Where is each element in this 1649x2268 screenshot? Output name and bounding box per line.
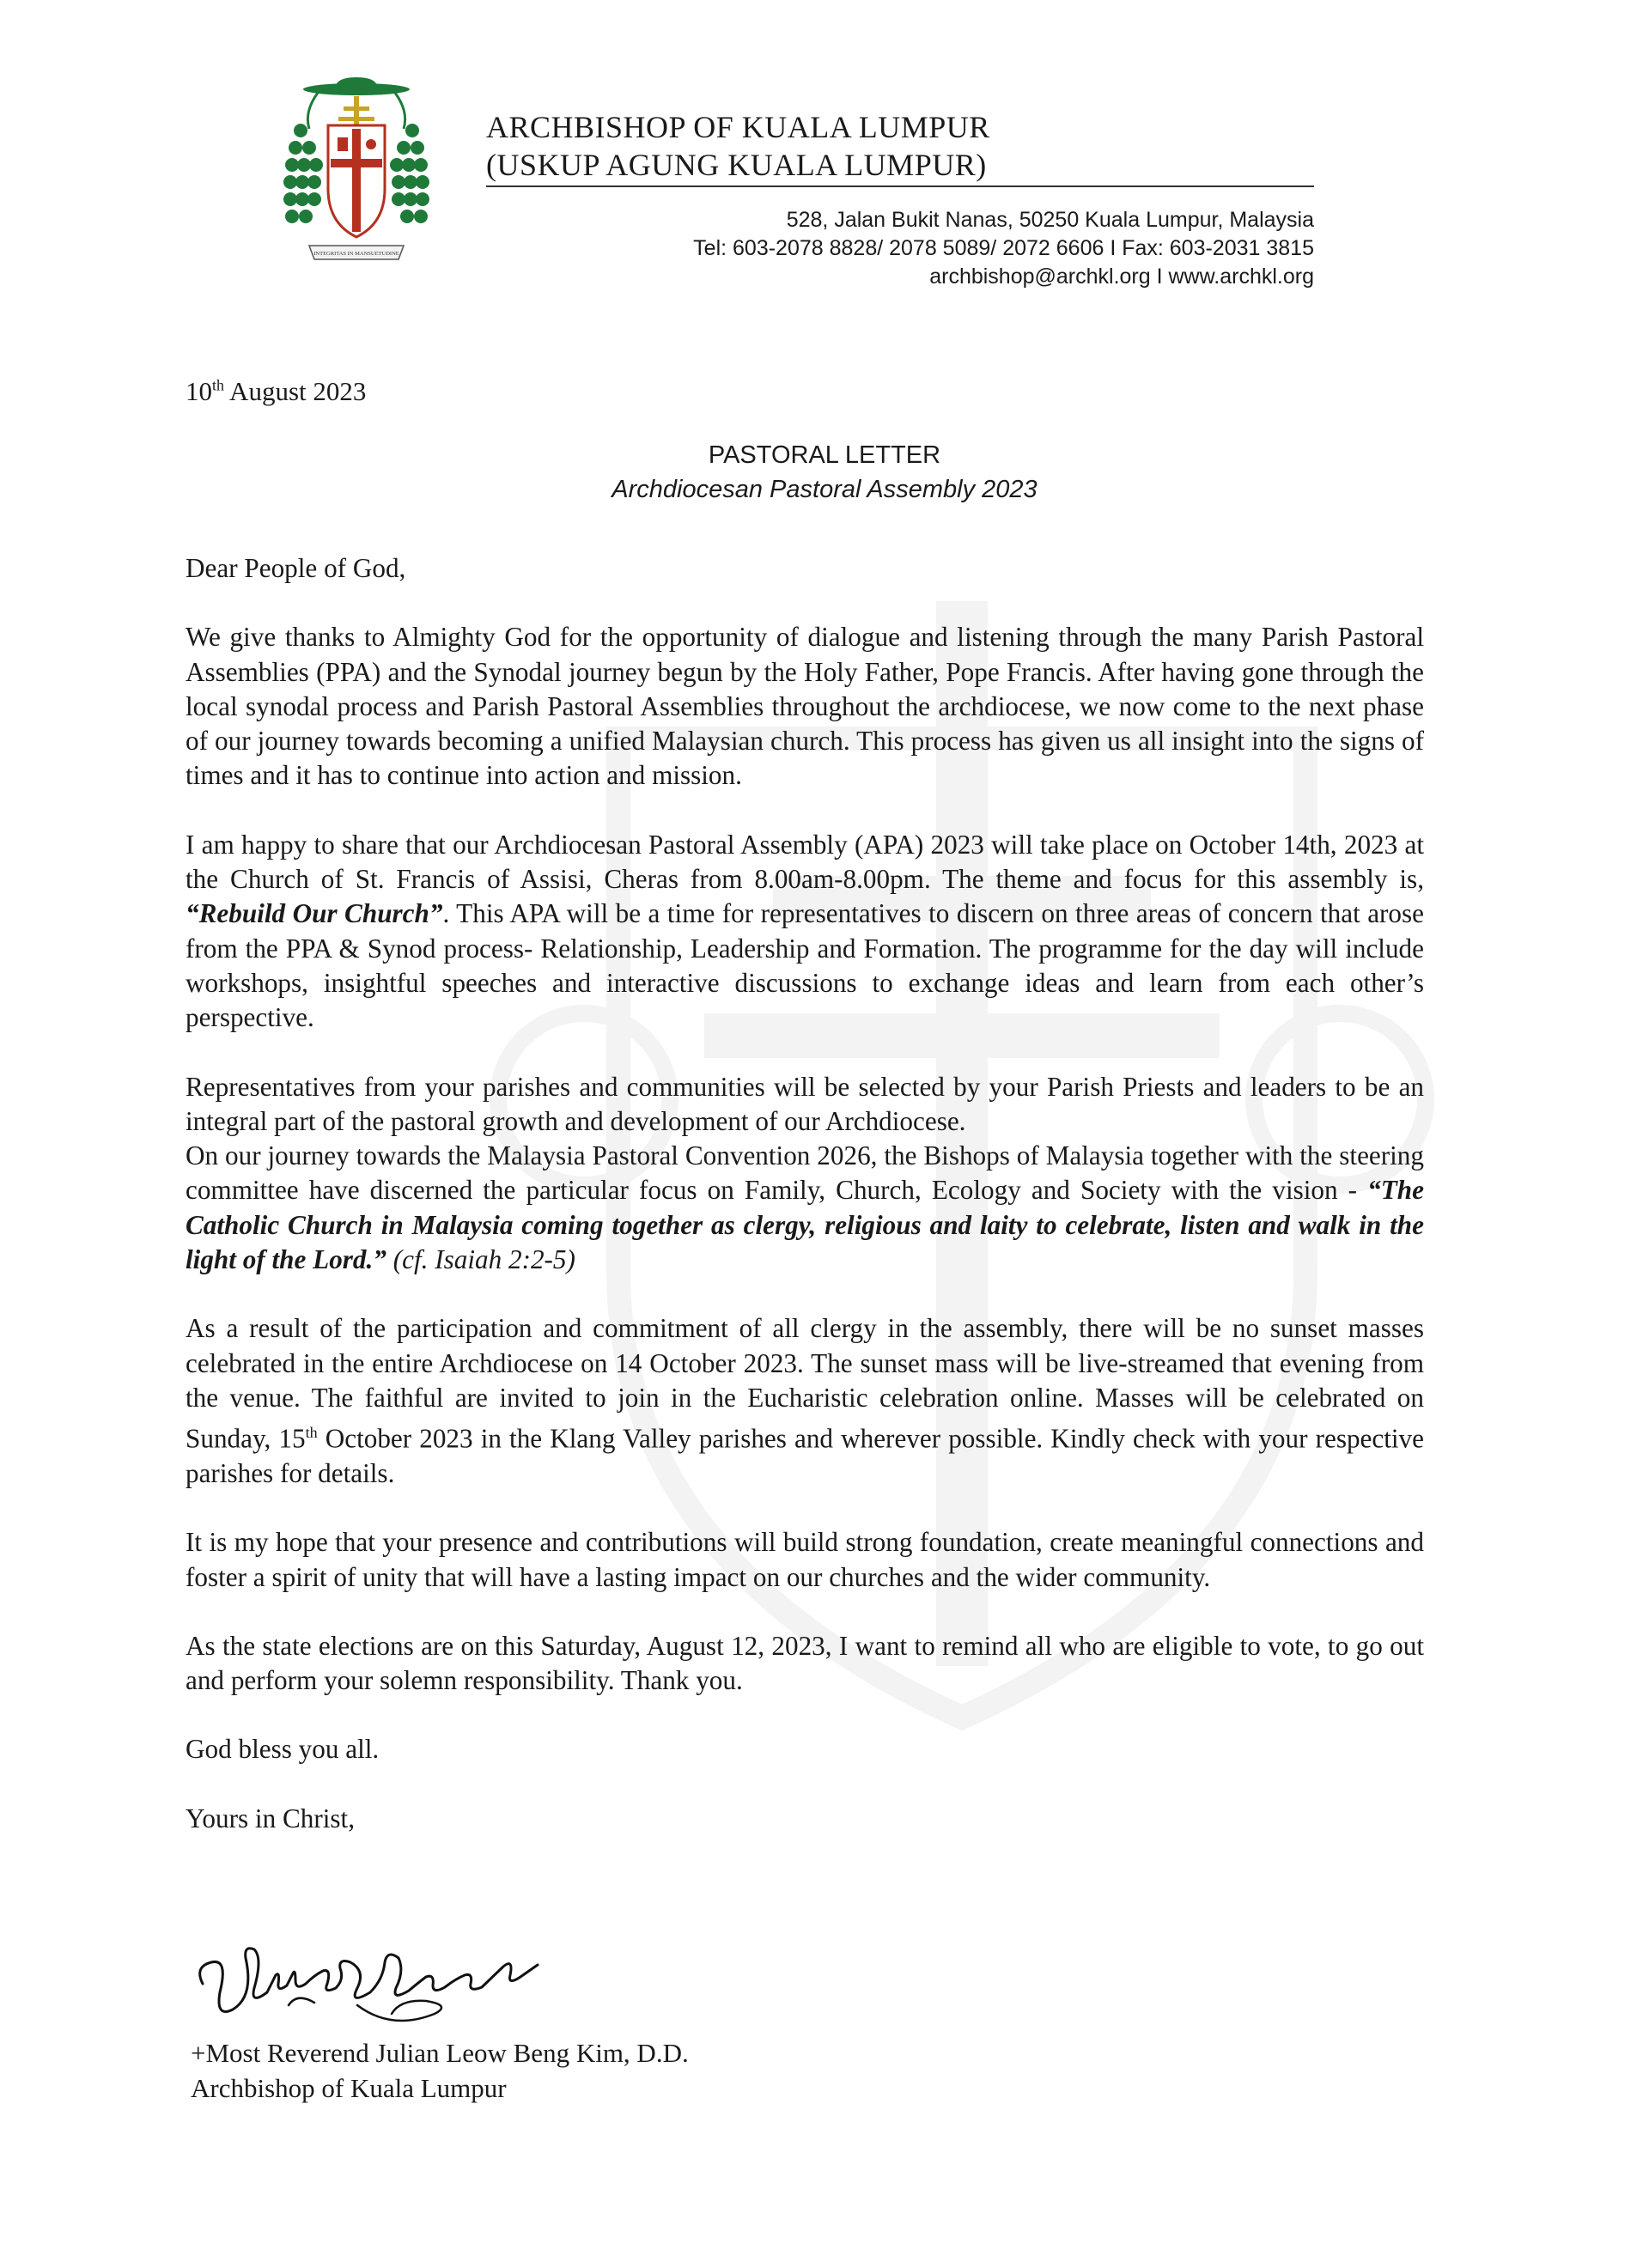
p4-text-a: On our journey towards the Malaysia Pastoral Convention 2026, the Bishops of Malaysia together with the steering committee have discerned the particular focus on Family, Church, Ecology and Society with the vision - xyxy=(186,1140,1424,1206)
letterhead-address: 528, Jalan Bukit Nanas, 50250 Kuala Lumpur, Malaysia xyxy=(786,208,1314,232)
p2-text-b: . This APA will be a time for representatives to discern on three areas of concern that arose from the PPA & Synod process- Relationship, Leadership and Formation. The programme for the day will include workshops, insightful speeches and interactive discussions to exchange ideas and learn from each other’s perspective. xyxy=(186,898,1425,1033)
salutation: Dear People of God, xyxy=(186,553,406,583)
signer-block xyxy=(191,2035,689,2106)
date-suffix: th xyxy=(212,376,225,394)
letterhead-contact-block xyxy=(693,206,1314,291)
paragraph-thanks: We give thanks to Almighty God for the opportunity of dialogue and listening through the many Parish Pastoral Assemblies (PPA) and the Synodal journey begun by the Holy Father, Pope Francis. After having gone through the local synodal process and Parish Pastoral Assemblies throughout the archdiocese, we now come to the next phase of our journey towards becoming a unified Malaysian church. This process has given us all insight into the signs of times and it has to continue into action and mission. xyxy=(186,622,1424,791)
scripture-reference: (cf. Isaiah 2:2-5) xyxy=(386,1244,575,1275)
letterhead-divider xyxy=(486,185,1314,187)
p5-suffix: th xyxy=(305,1424,318,1442)
letter-body xyxy=(186,551,1424,1870)
p5-text-a: As a result of the participation and commitment of all clergy in the assembly, there will be no sunset masses celebrated in the entire Archdiocese on 14 October 2023. The sunset mass will be live-streamed that evening from the venue. The faithful are invited to join in the Eucharistic celebration online. Masses will be celebrated on Sunday, 15 xyxy=(186,1313,1424,1454)
signer-title: Archbishop of Kuala Lumpur xyxy=(191,2073,507,2103)
theme-rebuild-our-church: “Rebuild Our Church” xyxy=(186,898,443,929)
date-month-year: August 2023 xyxy=(224,376,367,406)
signer-name: +Most Reverend Julian Leow Beng Kim, D.D. xyxy=(191,2038,689,2068)
letterhead-phone-fax: Tel: 603-2078 8828/ 2078 5089/ 2072 6606 I Fax: 603-2031 3815 xyxy=(693,236,1314,260)
paragraph-elections: As the state elections are on this Saturday, August 12, 2023, I want to remind all who are eligible to vote, to go out and perform your solemn responsibility. Thank you. xyxy=(186,1630,1424,1696)
letterhead-email-web: archbishop@archkl.org I www.archkl.org xyxy=(929,264,1314,289)
p2-text-a: I am happy to share that our Archdiocesan Pastoral Assembly (APA) 2023 will take place on October 14th, 2023 at the Church of St. Francis of Assisi, Cheras from 8.00am-8.00pm. The theme and focus for this assembly is, xyxy=(186,829,1424,895)
svg-text:INTEGRITAS IN MANSUETUDINE: INTEGRITAS IN MANSUETUDINE xyxy=(313,251,399,257)
vision-statement: “The Catholic Church in Malaysia coming together as clergy, religious and laity to celebrate, listen and walk in the light of the Lord.” xyxy=(186,1175,1424,1275)
letter-subheading: Archdiocesan Pastoral Assembly 2023 xyxy=(612,476,1037,503)
paragraph-apa-announcement xyxy=(186,828,1424,1036)
letter-date xyxy=(186,376,366,407)
paragraph-hope: It is my hope that your presence and contributions will build strong foundation, create meaningful connections and foster a spirit of unity that will have a lasting impact on our churches and the wider community. xyxy=(186,1527,1424,1592)
coat-of-arms-logo xyxy=(283,77,429,279)
p5-text-b: October 2023 in the Klang Valley parishes and wherever possible. Kindly check with your respective parishes for details. xyxy=(186,1423,1424,1488)
letterhead-title-en: ARCHBISHOP OF KUALA LUMPUR xyxy=(486,110,990,144)
paragraph-convention-vision xyxy=(186,1139,1424,1277)
date-day: 10 xyxy=(186,376,212,406)
letter-heading: PASTORAL LETTER xyxy=(708,441,941,469)
closing: Yours in Christ, xyxy=(186,1803,356,1833)
letterhead-title-ms: (USKUP AGUNG KUALA LUMPUR) xyxy=(486,148,987,182)
paragraph-representatives: Representatives from your parishes and communities will be selected by your Parish Priests and leaders to be an integral part of the pastoral growth and development of our Archdiocese. xyxy=(186,1071,1424,1136)
paragraph-sunset-masses xyxy=(186,1311,1424,1491)
blessing: God bless you all. xyxy=(186,1734,380,1765)
handwritten-signature xyxy=(194,1924,555,2035)
letterhead-title xyxy=(486,108,990,184)
